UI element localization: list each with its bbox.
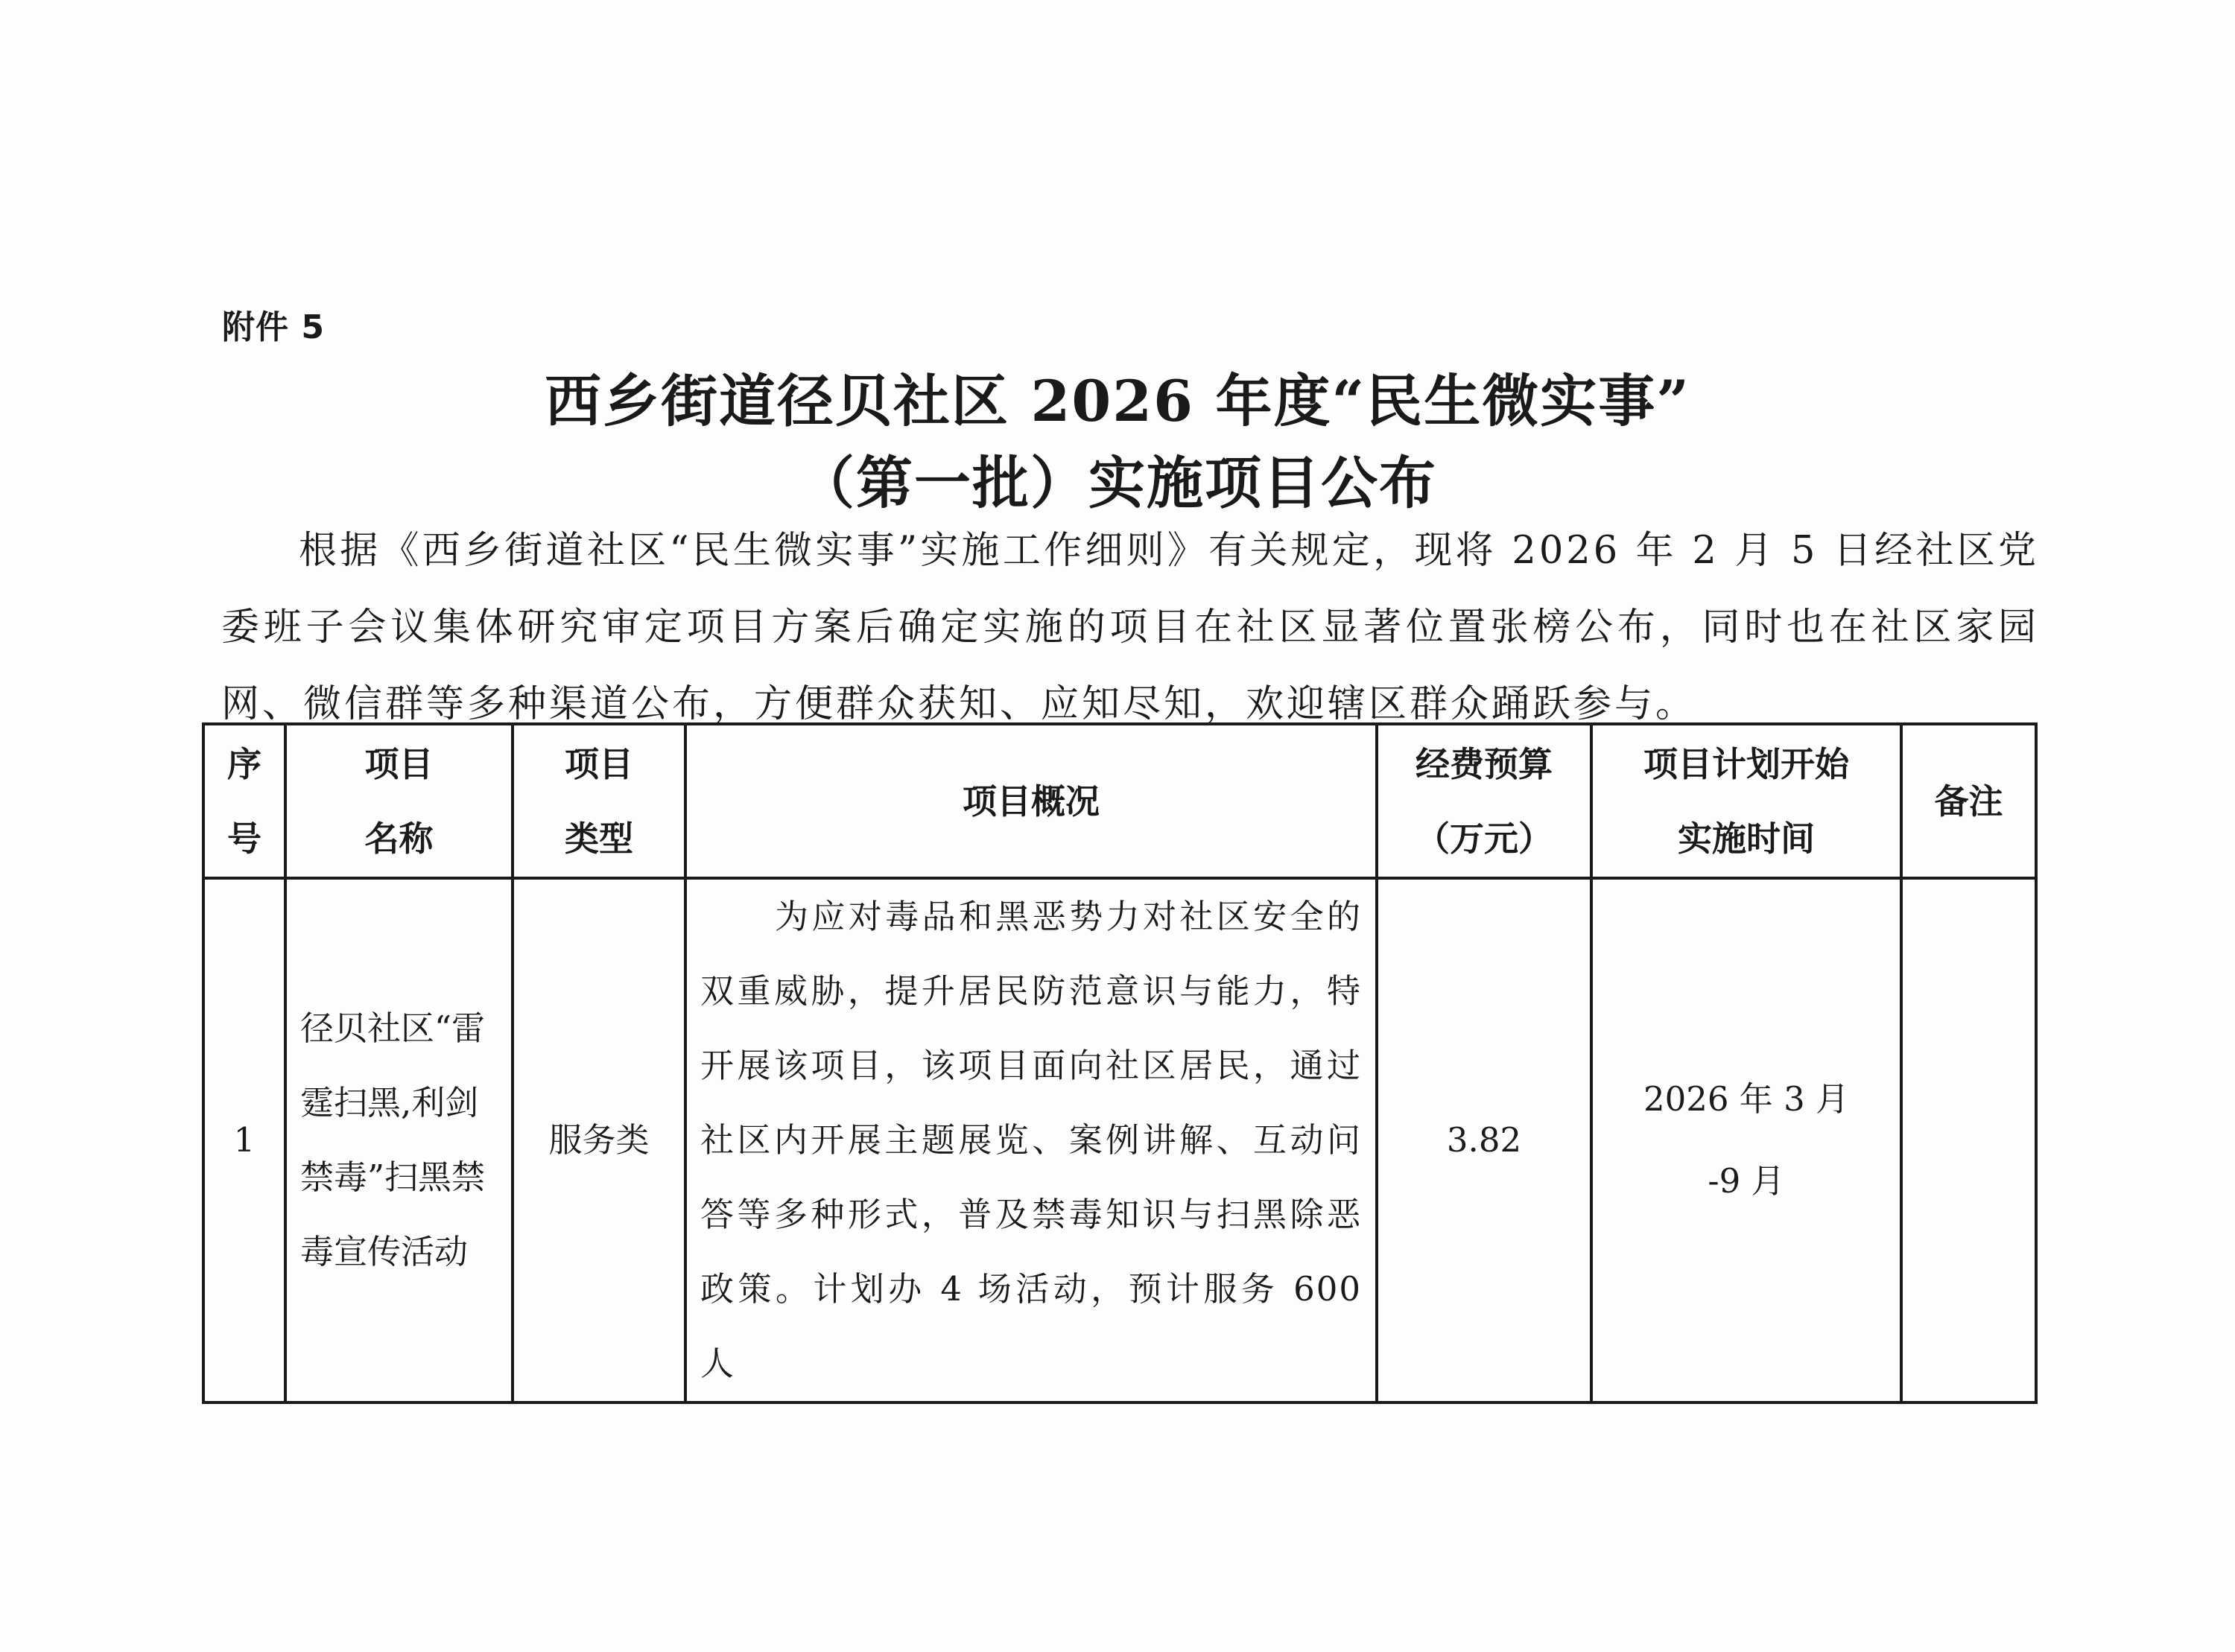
header-seq: 序号: [203, 724, 285, 878]
header-name: 项目名称: [285, 724, 513, 878]
cell-start-time: [1591, 878, 1901, 1402]
intro-paragraph: 根据《西乡街道社区“民生微实事”实施工作细则》有关规定，现将 2026 年 2 月 5 日经社区党委班子会议集体研究审定项目方案后确定实施的项目在社区显著位置张榜公布，同时也在社区家园网、微信群等多种渠道公布，方便群众获知、应知尽知，欢迎辖区群众踊跃参与。: [221, 529, 2039, 726]
cell-overview: 为应对毒品和黑恶势力对社区安全的双重威胁，提升居民防范意识与能力，特开展该项目，该项目面向社区居民，通过社区内开展主题展览、案例讲解、互动问答等多种形式，普及禁毒知识与扫黑除恶政策。计划办 4 场活动，预计服务 600 人: [685, 878, 1377, 1402]
header-budget: 经费预算（万元）: [1377, 724, 1591, 878]
document-title-line2: （第一批）实施项目公布: [798, 450, 1437, 516]
cell-name: 径贝社区“雷霆扫黑,利剑禁毒”扫黑禁毒宣传活动: [285, 878, 513, 1402]
header-overview: 项目概况: [685, 724, 1377, 878]
attachment-label: 附件 5: [222, 308, 325, 346]
header-type: 项目类型: [513, 724, 685, 878]
header-start-time: 项目计划开始实施时间: [1591, 724, 1901, 878]
cell-seq: 1: [203, 878, 285, 1402]
cell-remarks: [1901, 878, 2036, 1402]
table-header-row: [203, 724, 2036, 878]
project-table: [202, 722, 2038, 1404]
cell-budget: 3.82: [1377, 878, 1591, 1402]
cell-type: 服务类: [513, 878, 685, 1402]
header-remarks: 备注: [1901, 724, 2036, 878]
start-time-line2: -9 月: [1708, 1161, 1785, 1201]
table-row: [203, 878, 2036, 1402]
start-time-line1: 2026 年 3 月: [1643, 1079, 1850, 1119]
document-title-line1: 西乡街道径贝社区 2026 年度“民生微实事”: [545, 368, 1690, 434]
